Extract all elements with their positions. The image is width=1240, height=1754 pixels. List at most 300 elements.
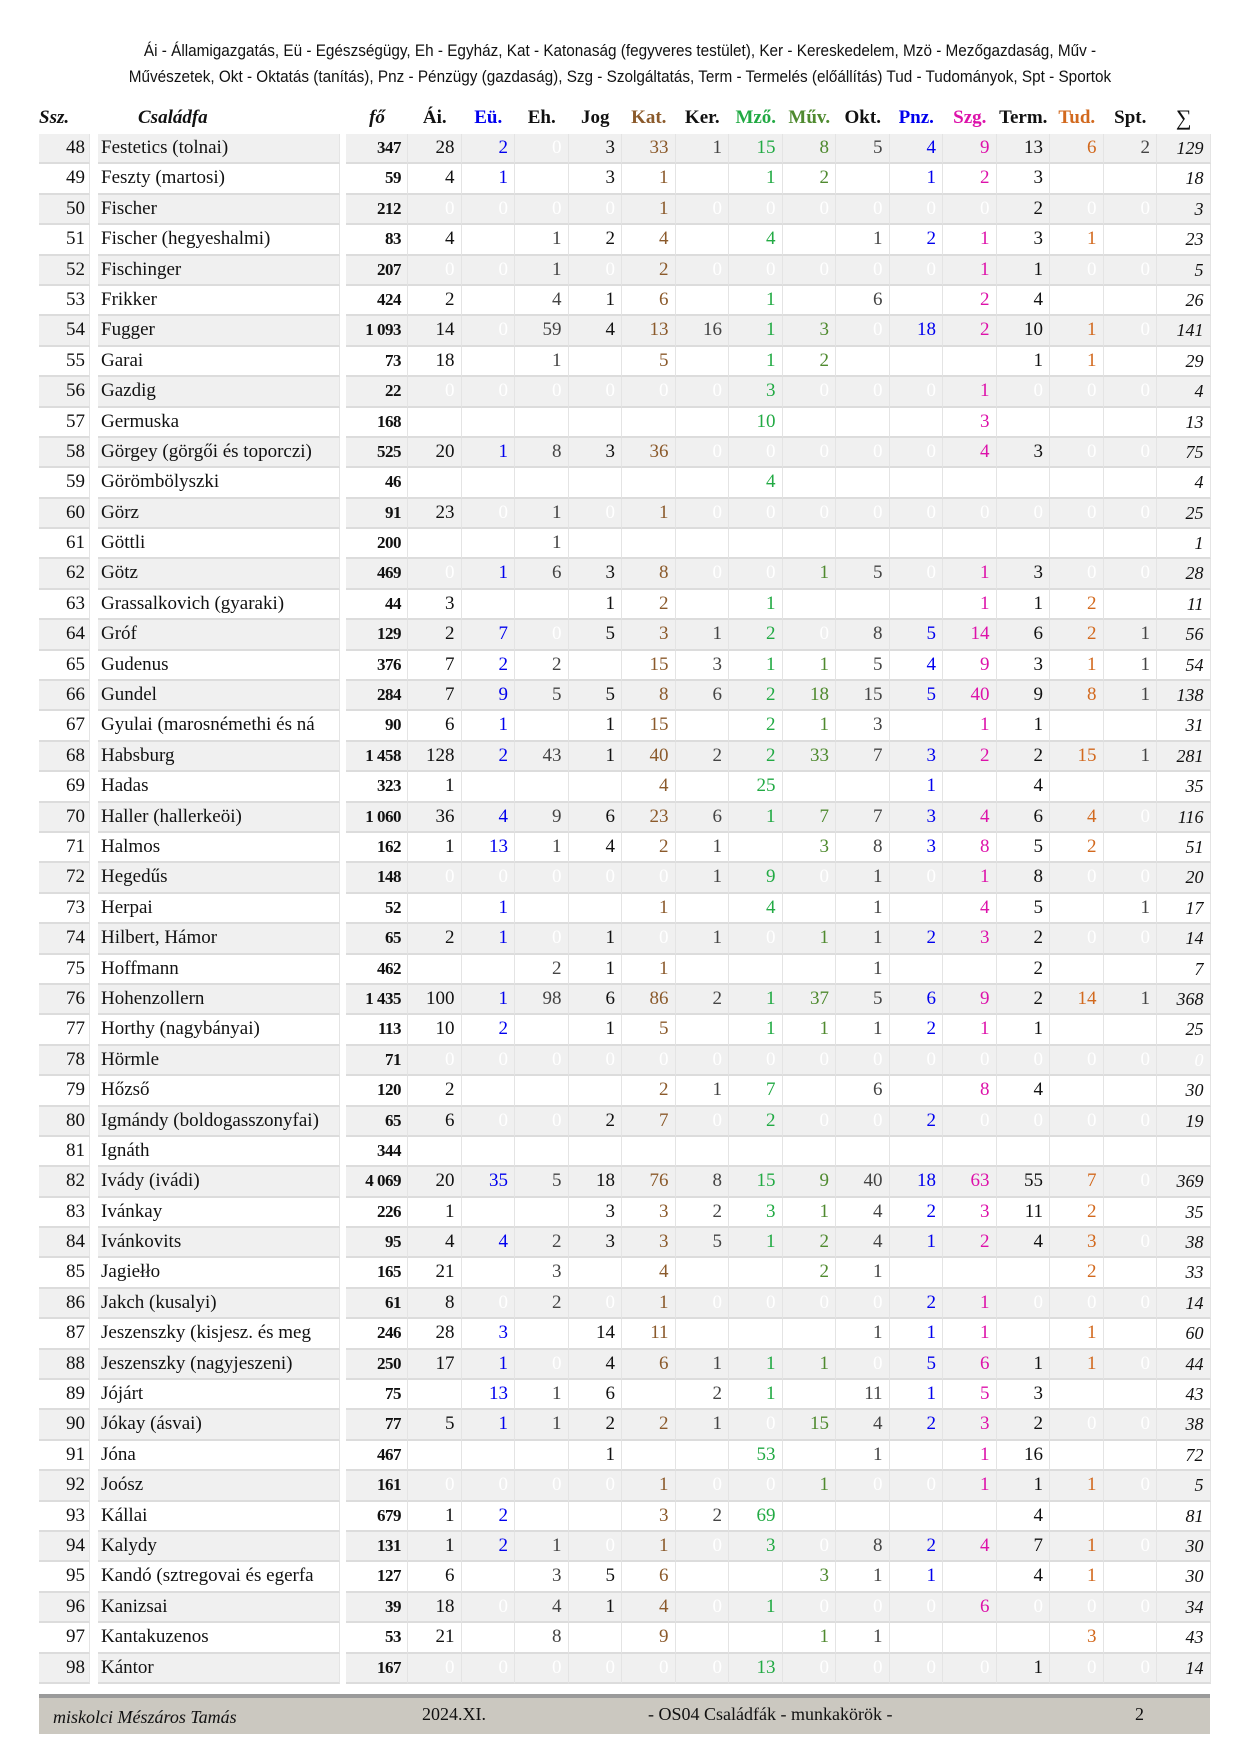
value-cell: 1 xyxy=(622,164,676,194)
value-cell: 18 xyxy=(569,1167,623,1197)
footer-date: 2024.XI. xyxy=(422,1704,486,1724)
value-cell: 3 xyxy=(569,134,623,164)
row-number: 79 xyxy=(39,1076,90,1106)
value-cell: 4 xyxy=(836,1198,890,1228)
value-cell: 9 xyxy=(622,1623,676,1653)
value-cell: 3 xyxy=(569,438,623,468)
person-count: 200 xyxy=(346,529,408,559)
value-cell: 1 xyxy=(462,164,516,194)
value-cell: 2 xyxy=(1104,134,1158,164)
value-cell: 59 xyxy=(515,316,569,346)
value-cell: 0 xyxy=(1104,1471,1158,1501)
value-cell: 0 xyxy=(622,1046,676,1076)
person-count: 127 xyxy=(346,1562,408,1592)
family-name: Gazdig xyxy=(98,377,340,407)
value-cell: 0 xyxy=(676,590,730,620)
value-cell: 0 xyxy=(462,499,516,529)
value-cell: 0 xyxy=(676,438,730,468)
value-cell: 4 xyxy=(569,833,623,863)
value-cell: 15 xyxy=(836,681,890,711)
value-cell: 0 xyxy=(1104,590,1158,620)
family-name: Fugger xyxy=(98,316,340,346)
header-col-12: Tud. xyxy=(1058,107,1096,128)
value-cell: 1 xyxy=(729,651,783,681)
value-cell: 1 xyxy=(836,1258,890,1288)
value-cell: 1 xyxy=(997,711,1051,741)
value-cell: 1 xyxy=(943,1471,997,1501)
value-cell: 1 xyxy=(1050,316,1104,346)
value-cell: 0 xyxy=(569,1502,623,1532)
value-cell: 0 xyxy=(729,1623,783,1653)
table-row xyxy=(39,1319,1211,1349)
table-row xyxy=(39,377,1211,407)
value-cell: 0 xyxy=(783,1046,837,1076)
table-row xyxy=(39,256,1211,286)
value-cell: 23 xyxy=(622,803,676,833)
value-cell: 0 xyxy=(569,1258,623,1288)
family-name: Herpai xyxy=(98,894,340,924)
value-cell: 2 xyxy=(943,286,997,316)
person-count: 129 xyxy=(346,620,408,650)
value-cell: 0 xyxy=(836,1471,890,1501)
value-cell: 0 xyxy=(783,1107,837,1137)
family-name: Ignáth xyxy=(98,1137,340,1167)
value-cell: 5 xyxy=(997,894,1051,924)
person-count: 246 xyxy=(346,1319,408,1349)
person-count: 347 xyxy=(346,134,408,164)
value-cell: 0 xyxy=(462,347,516,377)
value-cell: 0 xyxy=(676,1471,730,1501)
row-number: 50 xyxy=(39,195,90,225)
value-cell: 0 xyxy=(1050,408,1104,438)
value-cell: 0 xyxy=(1050,377,1104,407)
row-number: 71 xyxy=(39,833,90,863)
value-cell: 0 xyxy=(408,408,462,438)
footer-doc-title: - OS04 Családfák - munkakörök - xyxy=(648,1704,893,1724)
value-cell: 1 xyxy=(408,833,462,863)
value-cell: 0 xyxy=(836,1654,890,1684)
value-cell: 0 xyxy=(462,1654,516,1684)
row-total: 43 xyxy=(1157,1623,1211,1653)
value-cell: 4 xyxy=(1050,803,1104,833)
value-cell: 1 xyxy=(622,894,676,924)
value-cell: 0 xyxy=(729,1562,783,1592)
value-cell: 0 xyxy=(890,529,944,559)
value-cell: 0 xyxy=(729,499,783,529)
value-cell: 1 xyxy=(997,590,1051,620)
row-number: 62 xyxy=(39,559,90,589)
row-number: 54 xyxy=(39,316,90,346)
value-cell: 0 xyxy=(462,863,516,893)
value-cell: 1 xyxy=(836,1015,890,1045)
family-name: Gróf xyxy=(98,620,340,650)
value-cell: 8 xyxy=(836,833,890,863)
family-name: Gundel xyxy=(98,681,340,711)
value-cell: 1 xyxy=(729,1228,783,1258)
value-cell: 0 xyxy=(997,1137,1051,1167)
table-row xyxy=(39,681,1211,711)
person-count: 46 xyxy=(346,468,408,498)
family-name: Jeszenszky (kisjesz. és meg xyxy=(98,1319,340,1349)
value-cell: 0 xyxy=(569,408,623,438)
person-count: 91 xyxy=(346,499,408,529)
value-cell: 0 xyxy=(836,1350,890,1380)
value-cell: 0 xyxy=(408,1654,462,1684)
row-number: 95 xyxy=(39,1562,90,1592)
value-cell: 33 xyxy=(783,742,837,772)
value-cell: 18 xyxy=(408,1593,462,1623)
person-count: 1 435 xyxy=(346,985,408,1015)
value-cell: 0 xyxy=(890,468,944,498)
person-count: 77 xyxy=(346,1410,408,1440)
row-number: 65 xyxy=(39,651,90,681)
value-cell: 1 xyxy=(783,711,837,741)
row-number: 78 xyxy=(39,1046,90,1076)
table-row xyxy=(39,620,1211,650)
value-cell: 40 xyxy=(622,742,676,772)
value-cell: 11 xyxy=(836,1380,890,1410)
table-row xyxy=(39,894,1211,924)
row-total: 35 xyxy=(1157,772,1211,802)
family-name: Fischer (hegyeshalmi) xyxy=(98,225,340,255)
value-cell: 0 xyxy=(1104,347,1158,377)
value-cell: 6 xyxy=(1050,134,1104,164)
person-count: 207 xyxy=(346,256,408,286)
value-cell: 3 xyxy=(997,164,1051,194)
value-cell: 0 xyxy=(462,1076,516,1106)
family-name: Feszty (martosi) xyxy=(98,164,340,194)
value-cell: 1 xyxy=(943,559,997,589)
value-cell: 1 xyxy=(997,1654,1051,1684)
value-cell: 0 xyxy=(783,529,837,559)
value-cell: 15 xyxy=(622,651,676,681)
value-cell: 2 xyxy=(515,955,569,985)
value-cell: 6 xyxy=(622,1350,676,1380)
table-row xyxy=(39,1380,1211,1410)
value-cell: 4 xyxy=(622,772,676,802)
value-cell: 0 xyxy=(1050,1046,1104,1076)
value-cell: 2 xyxy=(997,985,1051,1015)
value-cell: 1 xyxy=(1050,1471,1104,1501)
value-cell: 2 xyxy=(515,1228,569,1258)
value-cell: 7 xyxy=(783,803,837,833)
value-cell: 3 xyxy=(997,225,1051,255)
value-cell: 1 xyxy=(569,711,623,741)
row-total: 29 xyxy=(1157,347,1211,377)
row-total: 14 xyxy=(1157,924,1211,954)
page-footer xyxy=(39,1694,1210,1734)
value-cell: 0 xyxy=(1050,711,1104,741)
value-cell: 0 xyxy=(622,1137,676,1167)
value-cell: 0 xyxy=(515,711,569,741)
row-total: 56 xyxy=(1157,620,1211,650)
row-number: 51 xyxy=(39,225,90,255)
value-cell: 1 xyxy=(943,1289,997,1319)
row-number: 53 xyxy=(39,286,90,316)
legend-line-2: Művészetek, Okt - Oktatás (tanítás), Pnz - Pénzügy (gazdaság), Szg - Szolgáltatás, Term - Termelés (előállítás) Tud - Tudományok, Spt - Sportok xyxy=(128,67,1112,86)
table-row xyxy=(39,1046,1211,1076)
value-cell: 3 xyxy=(729,1532,783,1562)
row-number: 60 xyxy=(39,499,90,529)
value-cell: 0 xyxy=(836,316,890,346)
value-cell: 0 xyxy=(1104,1046,1158,1076)
value-cell: 4 xyxy=(943,438,997,468)
value-cell: 0 xyxy=(1104,1107,1158,1137)
value-cell: 6 xyxy=(676,681,730,711)
value-cell: 0 xyxy=(890,590,944,620)
value-cell: 0 xyxy=(569,347,623,377)
person-count: 525 xyxy=(346,438,408,468)
row-number: 97 xyxy=(39,1623,90,1653)
value-cell: 0 xyxy=(997,1593,1051,1623)
row-total: 34 xyxy=(1157,1593,1211,1623)
value-cell: 0 xyxy=(1050,468,1104,498)
value-cell: 0 xyxy=(1050,499,1104,529)
person-count: 284 xyxy=(346,681,408,711)
header-col-14: ∑ xyxy=(1175,105,1192,130)
value-cell: 1 xyxy=(943,256,997,286)
value-cell: 0 xyxy=(622,408,676,438)
row-total: 19 xyxy=(1157,1107,1211,1137)
row-number: 58 xyxy=(39,438,90,468)
value-cell: 0 xyxy=(890,286,944,316)
value-cell: 2 xyxy=(622,590,676,620)
table-row xyxy=(39,499,1211,529)
value-cell: 0 xyxy=(890,559,944,589)
value-cell: 0 xyxy=(569,529,623,559)
table-row xyxy=(39,711,1211,741)
value-cell: 0 xyxy=(569,377,623,407)
value-cell: 0 xyxy=(783,620,837,650)
table-row xyxy=(39,1350,1211,1380)
row-total: 30 xyxy=(1157,1076,1211,1106)
value-cell: 0 xyxy=(515,772,569,802)
person-count: 75 xyxy=(346,1380,408,1410)
value-cell: 0 xyxy=(783,590,837,620)
person-count: 161 xyxy=(346,1471,408,1501)
value-cell: 2 xyxy=(408,286,462,316)
value-cell: 2 xyxy=(462,742,516,772)
value-cell: 15 xyxy=(622,711,676,741)
row-total: 23 xyxy=(1157,225,1211,255)
value-cell: 0 xyxy=(836,195,890,225)
row-total: 30 xyxy=(1157,1562,1211,1592)
value-cell: 2 xyxy=(515,651,569,681)
value-cell: 9 xyxy=(729,863,783,893)
person-count: 376 xyxy=(346,651,408,681)
value-cell: 76 xyxy=(622,1167,676,1197)
row-number: 80 xyxy=(39,1107,90,1137)
value-cell: 8 xyxy=(943,1076,997,1106)
row-total: 38 xyxy=(1157,1410,1211,1440)
value-cell: 0 xyxy=(676,1015,730,1045)
value-cell: 4 xyxy=(462,803,516,833)
row-number: 96 xyxy=(39,1593,90,1623)
value-cell: 4 xyxy=(408,1228,462,1258)
value-cell: 3 xyxy=(997,438,1051,468)
family-name: Hőzső xyxy=(98,1076,340,1106)
row-total: 26 xyxy=(1157,286,1211,316)
value-cell: 0 xyxy=(1104,1076,1158,1106)
value-cell: 2 xyxy=(943,316,997,346)
value-cell: 2 xyxy=(890,1532,944,1562)
value-cell: 0 xyxy=(676,347,730,377)
value-cell: 2 xyxy=(1050,590,1104,620)
value-cell: 1 xyxy=(462,1410,516,1440)
value-cell: 1 xyxy=(408,1198,462,1228)
value-cell: 4 xyxy=(622,1593,676,1623)
family-name: Kállai xyxy=(98,1502,340,1532)
row-number: 75 xyxy=(39,955,90,985)
table-row xyxy=(39,863,1211,893)
family-name: Jóna xyxy=(98,1441,340,1471)
family-name: Frikker xyxy=(98,286,340,316)
value-cell: 2 xyxy=(943,1228,997,1258)
value-cell: 0 xyxy=(1104,286,1158,316)
table-row xyxy=(39,1289,1211,1319)
value-cell: 20 xyxy=(408,438,462,468)
row-total: 35 xyxy=(1157,1198,1211,1228)
row-number: 90 xyxy=(39,1410,90,1440)
value-cell: 0 xyxy=(890,1046,944,1076)
value-cell: 1 xyxy=(676,1350,730,1380)
header-col-11: Term. xyxy=(999,107,1048,128)
value-cell: 2 xyxy=(890,1410,944,1440)
person-count: 65 xyxy=(346,924,408,954)
value-cell: 13 xyxy=(622,316,676,346)
value-cell: 8 xyxy=(676,1167,730,1197)
value-cell: 2 xyxy=(462,651,516,681)
row-total: 72 xyxy=(1157,1441,1211,1471)
value-cell: 0 xyxy=(569,1289,623,1319)
header-col-13: Spt. xyxy=(1114,107,1147,128)
family-name: Igmándy (boldogasszonyfai) xyxy=(98,1107,340,1137)
value-cell: 3 xyxy=(1050,1228,1104,1258)
value-cell: 2 xyxy=(408,620,462,650)
value-cell: 0 xyxy=(676,559,730,589)
value-cell: 3 xyxy=(783,1562,837,1592)
value-cell: 35 xyxy=(462,1167,516,1197)
value-cell: 0 xyxy=(622,468,676,498)
value-cell: 0 xyxy=(836,1593,890,1623)
value-cell: 10 xyxy=(997,316,1051,346)
value-cell: 0 xyxy=(729,955,783,985)
value-cell: 9 xyxy=(783,1167,837,1197)
value-cell: 0 xyxy=(783,1593,837,1623)
value-cell: 0 xyxy=(408,1441,462,1471)
value-cell: 0 xyxy=(515,377,569,407)
table-row xyxy=(39,1532,1211,1562)
value-cell: 1 xyxy=(997,1350,1051,1380)
table-row xyxy=(39,1471,1211,1501)
value-cell: 0 xyxy=(729,256,783,286)
value-cell: 0 xyxy=(783,1532,837,1562)
value-cell: 4 xyxy=(515,286,569,316)
value-cell: 0 xyxy=(783,225,837,255)
value-cell: 0 xyxy=(890,195,944,225)
person-count: 52 xyxy=(346,894,408,924)
value-cell: 0 xyxy=(462,1441,516,1471)
row-total: 5 xyxy=(1157,1471,1211,1501)
value-cell: 1 xyxy=(729,1380,783,1410)
table-row xyxy=(39,955,1211,985)
value-cell: 8 xyxy=(836,1532,890,1562)
value-cell: 0 xyxy=(676,1107,730,1137)
value-cell: 0 xyxy=(890,347,944,377)
value-cell: 2 xyxy=(462,1502,516,1532)
value-cell: 4 xyxy=(997,1562,1051,1592)
value-cell: 0 xyxy=(1050,256,1104,286)
value-cell: 0 xyxy=(1050,1289,1104,1319)
value-cell: 0 xyxy=(676,225,730,255)
table-row xyxy=(39,438,1211,468)
value-cell: 2 xyxy=(622,1410,676,1440)
value-cell: 0 xyxy=(676,772,730,802)
person-count: 22 xyxy=(346,377,408,407)
value-cell: 0 xyxy=(729,195,783,225)
value-cell: 1 xyxy=(943,225,997,255)
value-cell: 2 xyxy=(676,1198,730,1228)
table-row xyxy=(39,1654,1211,1684)
value-cell: 7 xyxy=(729,1076,783,1106)
value-cell: 1 xyxy=(890,1562,944,1592)
value-cell: 1 xyxy=(729,985,783,1015)
row-number: 63 xyxy=(39,590,90,620)
value-cell: 15 xyxy=(729,134,783,164)
value-cell: 4 xyxy=(408,164,462,194)
value-cell: 2 xyxy=(515,1289,569,1319)
row-total: 44 xyxy=(1157,1350,1211,1380)
value-cell: 5 xyxy=(836,985,890,1015)
value-cell: 0 xyxy=(783,438,837,468)
value-cell: 0 xyxy=(1050,164,1104,194)
value-cell: 1 xyxy=(943,1441,997,1471)
header-ssz: Ssz. xyxy=(39,107,70,128)
value-cell: 0 xyxy=(1104,1562,1158,1592)
value-cell: 0 xyxy=(1050,1015,1104,1045)
value-cell: 1 xyxy=(515,1532,569,1562)
value-cell: 5 xyxy=(836,134,890,164)
value-cell: 0 xyxy=(729,529,783,559)
value-cell: 2 xyxy=(676,742,730,772)
value-cell: 36 xyxy=(622,438,676,468)
row-total: 141 xyxy=(1157,316,1211,346)
value-cell: 40 xyxy=(943,681,997,711)
value-cell: 0 xyxy=(997,529,1051,559)
value-cell: 0 xyxy=(462,955,516,985)
person-count: 113 xyxy=(346,1015,408,1045)
value-cell: 0 xyxy=(890,377,944,407)
header-col-8: Okt. xyxy=(844,107,881,128)
value-cell: 0 xyxy=(676,529,730,559)
person-count: 65 xyxy=(346,1107,408,1137)
value-cell: 0 xyxy=(1104,256,1158,286)
row-number: 81 xyxy=(39,1137,90,1167)
value-cell: 0 xyxy=(462,1107,516,1137)
value-cell: 4 xyxy=(943,894,997,924)
value-cell: 1 xyxy=(569,924,623,954)
value-cell: 0 xyxy=(515,863,569,893)
value-cell: 1 xyxy=(943,377,997,407)
table-row xyxy=(39,1015,1211,1045)
value-cell: 0 xyxy=(569,894,623,924)
value-cell: 0 xyxy=(515,1076,569,1106)
row-number: 77 xyxy=(39,1015,90,1045)
value-cell: 0 xyxy=(943,772,997,802)
row-number: 52 xyxy=(39,256,90,286)
family-name: Joósz xyxy=(98,1471,340,1501)
value-cell: 2 xyxy=(1050,1198,1104,1228)
